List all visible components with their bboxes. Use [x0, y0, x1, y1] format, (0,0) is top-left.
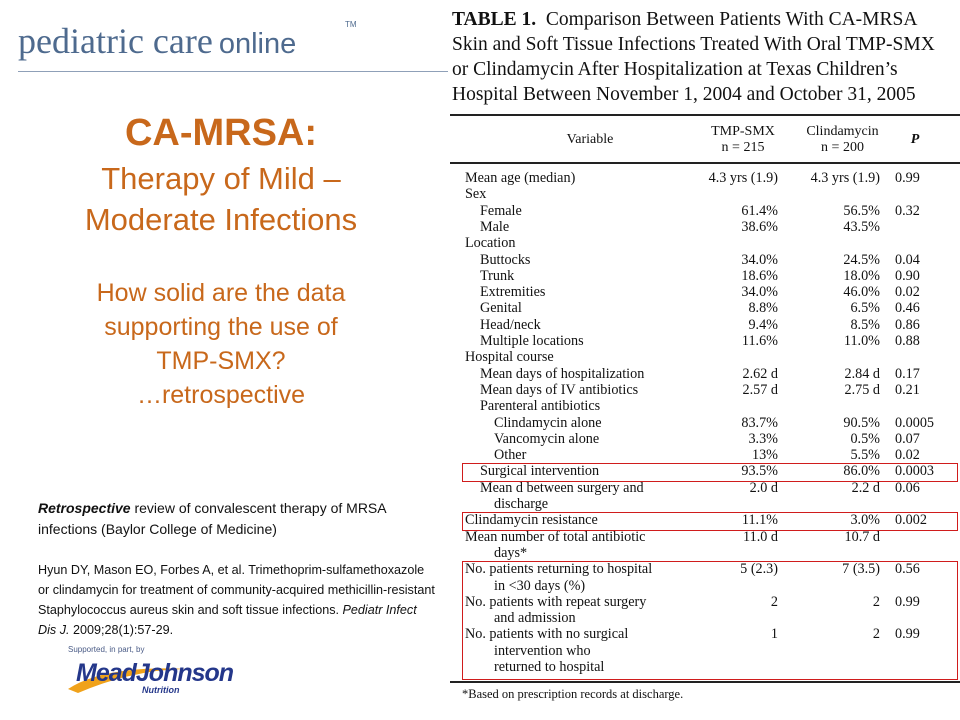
cell-variable: Buttocks	[480, 251, 531, 268]
cell-tmp-smx: 34.0%	[741, 284, 778, 301]
cell-clindamycin: 5.5%	[850, 447, 880, 464]
table-row	[450, 284, 960, 300]
table-label: TABLE 1.	[452, 9, 537, 30]
cell-clindamycin: 11.0%	[843, 333, 880, 349]
column-header-line: TMP-SMX	[711, 124, 775, 139]
cell-tmp-smx: 83.7%	[741, 414, 778, 431]
cell-p-value: 0.002	[895, 512, 927, 529]
slide-title: CA-MRSA:	[124, 112, 318, 154]
study-description	[38, 498, 448, 540]
table-row	[450, 545, 960, 561]
cell-p-value: 0.99	[895, 170, 920, 186]
cell-clindamycin: 2	[872, 593, 880, 610]
cell-p-value: 0.04	[895, 251, 920, 268]
cell-tmp-smx: 2.57 d	[742, 381, 778, 398]
citation-details: 2009;28(1):57-29.	[69, 623, 174, 637]
cell-p-value: 0.07	[895, 430, 920, 447]
table-caption-text: Comparison Between Patients With CA-MRSA Skin and Soft Tissue Infections Treated With Oral TMP-SMX or Clindamycin After Hospitalization at Texas Children’s Hospital Between November 1, 2004 and October 31, 2005	[452, 9, 935, 105]
cell-p-value: 0.46	[895, 300, 920, 317]
table-bottom-rule	[450, 681, 960, 683]
table-caption	[452, 7, 952, 107]
cell-variable: returned to hospital	[494, 659, 605, 675]
cell-variable: No. patients with no surgical	[465, 626, 629, 643]
cell-p-value: 0.06	[895, 479, 920, 496]
highlight-box-clindamycin-resistance	[462, 512, 958, 531]
cell-variable: Mean number of total antibiotic	[465, 528, 646, 545]
cell-clindamycin: 56.5%	[843, 202, 880, 219]
table-row	[450, 317, 960, 333]
table-row	[450, 431, 960, 447]
cell-clindamycin: 86.0%	[843, 463, 880, 480]
table-top-rule	[450, 114, 960, 116]
table-row	[450, 496, 960, 512]
cell-variable: Trunk	[480, 267, 515, 284]
cell-tmp-smx: 61.4%	[741, 202, 778, 219]
study-description-text: review of convalescent therapy of MRSA infections (Baylor College of Medicine)	[38, 500, 386, 537]
column-header-line: Clindamycin	[806, 124, 879, 139]
cell-p-value: 0.0005	[895, 414, 935, 431]
question-line: TMP-SMX?	[156, 347, 286, 375]
cell-p-value: 0.90	[895, 267, 920, 284]
citation-authors-title: Hyun DY, Mason EO, Forbes A, et al. Trimethoprim-sulfamethoxazole or clindamycin for treatment of community-acquired methicillin-resistant Staphylococcus aureus skin and soft tissue infections.	[38, 563, 435, 617]
subtitle-line: Therapy of Mild –	[101, 161, 341, 196]
cell-variable: Vancomycin alone	[494, 430, 600, 447]
cell-tmp-smx: 2.62 d	[742, 365, 778, 382]
slide-title-block	[40, 110, 402, 412]
table-row	[450, 170, 960, 186]
cell-variable: Mean age (median)	[465, 170, 576, 186]
cell-variable: Head/neck	[480, 316, 541, 333]
cell-clindamycin: 4.3 yrs (1.9)	[810, 170, 880, 186]
question-line: …retrospective	[136, 381, 306, 409]
cell-clindamycin: 0.5%	[850, 430, 880, 447]
cell-tmp-smx: 9.4%	[748, 316, 778, 333]
slide-subtitle	[40, 158, 402, 240]
cell-tmp-smx: 2	[770, 593, 778, 610]
cell-variable: in <30 days (%)	[494, 577, 586, 594]
cell-p-value: 0.88	[895, 333, 920, 349]
cell-clindamycin: 2.75 d	[844, 381, 880, 398]
cell-tmp-smx: 18.6%	[741, 267, 778, 284]
cell-variable: Location	[465, 235, 516, 252]
cell-variable: Multiple locations	[480, 333, 584, 349]
table-row	[450, 480, 960, 496]
slide-question	[40, 276, 402, 412]
cell-variable: No. patients with repeat surgery	[465, 593, 647, 610]
table-row	[450, 268, 960, 284]
cell-p-value: 0.02	[895, 447, 920, 464]
cell-tmp-smx: 11.6%	[741, 333, 778, 349]
table-row	[450, 252, 960, 268]
cell-variable: Mean days of hospitalization	[480, 365, 645, 382]
cell-clindamycin: 2.2 d	[851, 479, 880, 496]
table-row	[450, 529, 960, 545]
cell-variable: Genital	[480, 300, 522, 317]
table-row	[450, 415, 960, 431]
cell-p-value: 0.86	[895, 316, 920, 333]
cell-tmp-smx: 8.8%	[748, 300, 778, 317]
table-row	[450, 219, 960, 235]
cell-variable: Hospital course	[465, 349, 554, 366]
cell-tmp-smx: 1	[770, 626, 778, 643]
cell-variable: discharge	[494, 496, 549, 512]
cell-tmp-smx: 5 (2.3)	[740, 561, 778, 578]
column-header-variable: Variable	[566, 132, 614, 147]
question-line: How solid are the data	[96, 279, 346, 307]
mead-johnson-logo	[64, 645, 234, 697]
cell-clindamycin: 2	[872, 626, 880, 643]
cell-tmp-smx: 2.0 d	[749, 479, 778, 496]
cell-p-value: 0.0003	[895, 463, 935, 480]
comparison-table-panel	[450, 0, 960, 720]
table-row	[450, 349, 960, 365]
header-divider	[18, 71, 448, 72]
cell-variable: Parenteral antibiotics	[480, 398, 601, 415]
cell-tmp-smx: 93.5%	[741, 463, 778, 480]
trademark-mark: TM	[345, 20, 357, 29]
logo-word-online: online	[218, 28, 297, 60]
logo-word-pediatric-care: pediatric care	[18, 21, 213, 61]
cell-p-value: 0.99	[895, 593, 920, 610]
cell-tmp-smx: 38.6%	[741, 218, 778, 235]
table-footnote: *Based on prescription records at discharge.	[462, 687, 684, 701]
cell-clindamycin: 24.5%	[843, 251, 880, 268]
sponsor-supported-text: Supported, in part, by	[68, 645, 145, 654]
cell-variable: Other	[494, 447, 527, 464]
cell-variable: and admission	[494, 610, 576, 627]
highlight-box-surgical-intervention	[462, 463, 958, 482]
cell-clindamycin: 10.7 d	[844, 528, 880, 545]
column-header-clindamycin	[795, 124, 890, 156]
cell-variable: Surgical intervention	[480, 463, 600, 480]
table-row	[450, 333, 960, 349]
cell-variable: Sex	[465, 186, 487, 203]
cell-p-value: 0.02	[895, 284, 920, 301]
cell-p-value: 0.99	[895, 626, 920, 643]
cell-p-value: 0.21	[895, 381, 920, 398]
cell-tmp-smx: 11.1%	[741, 512, 778, 529]
cell-variable: Female	[480, 202, 522, 219]
table-row	[450, 366, 960, 382]
cell-clindamycin: 2.84 d	[844, 365, 880, 382]
cell-clindamycin: 6.5%	[850, 300, 880, 317]
cell-clindamycin: 7 (3.5)	[842, 561, 880, 578]
cell-variable: Mean days of IV antibiotics	[480, 381, 639, 398]
table-row	[450, 203, 960, 219]
citation-journal: Pediatr Infect Dis J.	[38, 603, 417, 637]
highlight-box-outcomes	[462, 561, 958, 680]
cell-tmp-smx: 13%	[751, 447, 778, 464]
column-header-line: n = 200	[821, 140, 864, 155]
table-row	[450, 300, 960, 316]
table-row	[450, 398, 960, 414]
column-header-p: P	[910, 132, 920, 147]
cell-clindamycin: 46.0%	[843, 284, 880, 301]
cell-clindamycin: 90.5%	[843, 414, 880, 431]
table-row	[450, 186, 960, 202]
column-header-tmp-smx	[698, 124, 788, 156]
column-header-line: n = 215	[721, 140, 765, 155]
cell-variable: days*	[494, 544, 528, 561]
study-type-emphasis: Retrospective	[38, 500, 131, 516]
cell-tmp-smx: 4.3 yrs (1.9)	[708, 170, 778, 186]
cell-variable: Clindamycin alone	[494, 414, 602, 431]
citation	[38, 560, 438, 640]
cell-p-value: 0.17	[895, 365, 920, 382]
table-header-rule	[450, 162, 960, 164]
cell-clindamycin: 18.0%	[843, 267, 880, 284]
cell-clindamycin: 3.0%	[850, 512, 880, 529]
sponsor-brand-sub: Nutrition	[142, 685, 180, 695]
cell-clindamycin: 8.5%	[850, 316, 880, 333]
table-row	[450, 447, 960, 463]
cell-variable: Clindamycin resistance	[465, 512, 598, 529]
cell-clindamycin: 43.5%	[843, 218, 880, 235]
cell-variable: Mean d between surgery and	[480, 479, 644, 496]
table-row	[450, 382, 960, 398]
cell-p-value: 0.56	[895, 561, 920, 578]
cell-tmp-smx: 11.0 d	[743, 528, 778, 545]
cell-variable: Extremities	[480, 284, 546, 301]
sponsor-brand-name: MeadJohnson	[76, 659, 234, 687]
cell-variable: No. patients returning to hospital	[465, 561, 653, 578]
table-row	[450, 235, 960, 251]
cell-tmp-smx: 3.3%	[748, 430, 778, 447]
pediatric-care-online-logo	[18, 20, 357, 62]
cell-p-value: 0.32	[895, 202, 920, 219]
question-line: supporting the use of	[104, 313, 338, 341]
cell-tmp-smx: 34.0%	[741, 251, 778, 268]
cell-variable: intervention who	[494, 642, 591, 659]
cell-variable: Male	[480, 218, 510, 235]
subtitle-line: Moderate Infections	[84, 202, 358, 237]
